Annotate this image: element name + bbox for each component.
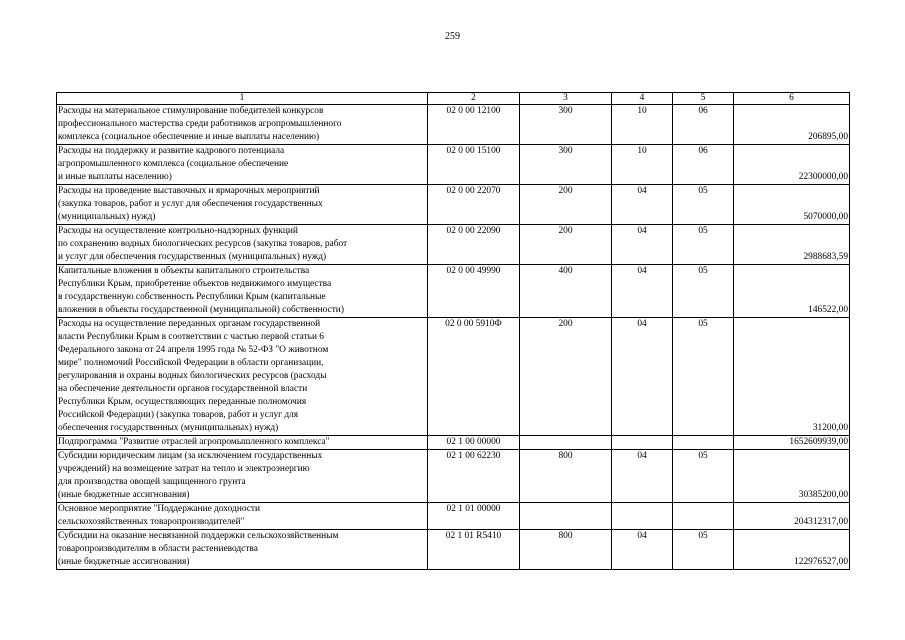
target-article-code: 02 0 00 22090 <box>428 225 520 265</box>
expense-name-cell <box>57 105 428 145</box>
expense-name-cell <box>57 450 428 503</box>
amount-value: 31200,00 <box>734 318 850 436</box>
expense-name-cell <box>57 225 428 265</box>
section-code: 04 <box>612 318 673 436</box>
expense-type-code: 400 <box>520 265 612 318</box>
expense-name-line: в государственную собственность Республики Крым (капитальные <box>58 292 326 302</box>
expense-name-line: Федерального закона от 24 апреля 1995 года № 52-ФЗ "О животном <box>58 345 329 355</box>
expense-name-line: Расходы на поддержку и развитие кадрового потенциала <box>58 146 285 156</box>
expense-name-line: Республики Крым, осуществляющих переданные полномочия <box>58 397 307 407</box>
expense-name-line: сельскохозяйственных товаропроизводителей" <box>58 517 245 527</box>
expense-name-line: вложения в объекты государственной (муниципальной) собственности) <box>58 305 344 315</box>
section-code: 04 <box>612 450 673 503</box>
expense-type-code: 800 <box>520 450 612 503</box>
expense-name-cell <box>57 503 428 530</box>
table-row <box>57 436 850 450</box>
expense-name-line: Расходы на материальное стимулирование победителей конкурсов <box>58 106 324 116</box>
expense-name-line: власти Республики Крым в соответствии с частью первой статьи 6 <box>58 332 324 342</box>
column-header: 1 <box>57 93 428 105</box>
amount-value: 2988683,59 <box>734 225 850 265</box>
target-article-code: 02 1 01 R5410 <box>428 530 520 570</box>
subsection-code <box>673 503 734 530</box>
table-row <box>57 503 850 530</box>
target-article-code: 02 0 00 15100 <box>428 145 520 185</box>
column-header: 6 <box>734 93 850 105</box>
subsection-code: 05 <box>673 185 734 225</box>
column-header: 5 <box>673 93 734 105</box>
expense-name-line: обеспечения государственных (муниципальных) нужд) <box>58 423 279 433</box>
target-article-code: 02 1 00 00000 <box>428 436 520 450</box>
expense-name-line: Субсидии юридическим лицам (за исключением государственных <box>58 451 323 461</box>
amount-value: 122976527,00 <box>734 530 850 570</box>
expense-name-line: Расходы на проведение выставочных и ярмарочных мероприятий <box>58 186 320 196</box>
expense-name-line: регулирования и охраны водных биологических ресурсов (расходы <box>58 371 327 381</box>
expense-name-line: (иные бюджетные ассигнования) <box>58 490 190 500</box>
expense-name-cell <box>57 530 428 570</box>
section-code: 10 <box>612 105 673 145</box>
amount-value: 5070000,00 <box>734 185 850 225</box>
expense-name-line: мире" полномочий Российской Федерации в области организации, <box>58 358 324 368</box>
expense-name-line: учреждений) на возмещение затрат на тепло и электроэнергию <box>58 464 310 474</box>
expense-name-line: на обеспечение деятельности органов государственной власти <box>58 384 308 394</box>
amount-value: 206895,00 <box>734 105 850 145</box>
subsection-code: 05 <box>673 450 734 503</box>
amount-value: 1652609939,00 <box>734 436 850 450</box>
expense-type-code: 200 <box>520 318 612 436</box>
expense-name-line: и иные выплаты населению) <box>58 172 172 182</box>
subsection-code: 06 <box>673 145 734 185</box>
expense-name-line: для производства овощей защищенного грунта <box>58 477 246 487</box>
expense-name-line: агропромышленного комплекса (социальное обеспечение <box>58 159 289 169</box>
section-code: 04 <box>612 225 673 265</box>
expense-type-code: 300 <box>520 145 612 185</box>
expense-type-code: 800 <box>520 530 612 570</box>
expense-name-line: (закупка товаров, работ и услуг для обеспечения государственных <box>58 199 323 209</box>
expense-name-line: Основное мероприятие "Поддержание доходности <box>58 504 261 514</box>
expense-type-code <box>520 503 612 530</box>
table-row <box>57 105 850 145</box>
expense-type-code: 200 <box>520 225 612 265</box>
section-code: 04 <box>612 185 673 225</box>
expense-name-line: Капитальные вложения в объекты капитального строительства <box>58 266 310 276</box>
table-header-row <box>57 93 850 105</box>
table-row <box>57 265 850 318</box>
expense-name-line: Субсидии на оказание несвязанной поддержки сельскохозяйственным <box>58 531 339 541</box>
section-code: 04 <box>612 530 673 570</box>
target-article-code: 02 1 00 62230 <box>428 450 520 503</box>
section-code: 10 <box>612 145 673 185</box>
expense-name-cell <box>57 318 428 436</box>
table-row <box>57 185 850 225</box>
expense-name-line: Республики Крым, приобретение объектов недвижимого имущества <box>58 279 332 289</box>
expense-type-code <box>520 436 612 450</box>
budget-table <box>56 92 850 570</box>
target-article-code: 02 0 00 5910Ф <box>428 318 520 436</box>
expense-type-code: 200 <box>520 185 612 225</box>
column-header: 2 <box>428 93 520 105</box>
table-row <box>57 225 850 265</box>
section-code: 04 <box>612 265 673 318</box>
target-article-code: 02 1 01 00000 <box>428 503 520 530</box>
expense-name-cell <box>57 185 428 225</box>
expense-name-cell <box>57 436 428 450</box>
expense-name-line: (иные бюджетные ассигнования) <box>58 557 190 567</box>
expense-name-line: Подпрограмма "Развитие отраслей агропромышленного комплекса" <box>58 437 330 447</box>
table-row <box>57 530 850 570</box>
expense-name-line: Расходы на осуществление контрольно-надзорных функций <box>58 226 298 236</box>
subsection-code: 06 <box>673 105 734 145</box>
expense-name-line: Российской Федерации) (закупка товаров, работ и услуг для <box>58 410 299 420</box>
target-article-code: 02 0 00 49990 <box>428 265 520 318</box>
expense-name-line: комплекса (социальное обеспечение и иные выплаты населению) <box>58 132 320 142</box>
subsection-code: 05 <box>673 225 734 265</box>
target-article-code: 02 0 00 12100 <box>428 105 520 145</box>
expense-type-code: 300 <box>520 105 612 145</box>
column-header: 4 <box>612 93 673 105</box>
section-code <box>612 436 673 450</box>
table-row <box>57 318 850 436</box>
expense-name-cell <box>57 265 428 318</box>
expense-name-line: (муниципальных) нужд) <box>58 212 156 222</box>
section-code <box>612 503 673 530</box>
expense-name-line: и услуг для обеспечения государственных (муниципальных) нужд) <box>58 252 327 262</box>
expense-name-line: по сохранению водных биологических ресурсов (закупка товаров, работ <box>58 239 348 249</box>
subsection-code: 05 <box>673 265 734 318</box>
amount-value: 30385200,00 <box>734 450 850 503</box>
subsection-code: 05 <box>673 530 734 570</box>
subsection-code: 05 <box>673 318 734 436</box>
amount-value: 22300000,00 <box>734 145 850 185</box>
table-row <box>57 450 850 503</box>
expense-name-line: профессионального мастерства среди работников агропромышленного <box>58 119 342 129</box>
amount-value: 146522,00 <box>734 265 850 318</box>
subsection-code <box>673 436 734 450</box>
expense-name-cell <box>57 145 428 185</box>
amount-value: 204312317,00 <box>734 503 850 530</box>
page-number: 259 <box>445 31 460 42</box>
column-header: 3 <box>520 93 612 105</box>
table-row <box>57 145 850 185</box>
target-article-code: 02 0 00 22070 <box>428 185 520 225</box>
expense-name-line: товаропроизводителям в области растениеводства <box>58 544 258 554</box>
expense-name-line: Расходы на осуществление переданных органам государственной <box>58 319 321 329</box>
